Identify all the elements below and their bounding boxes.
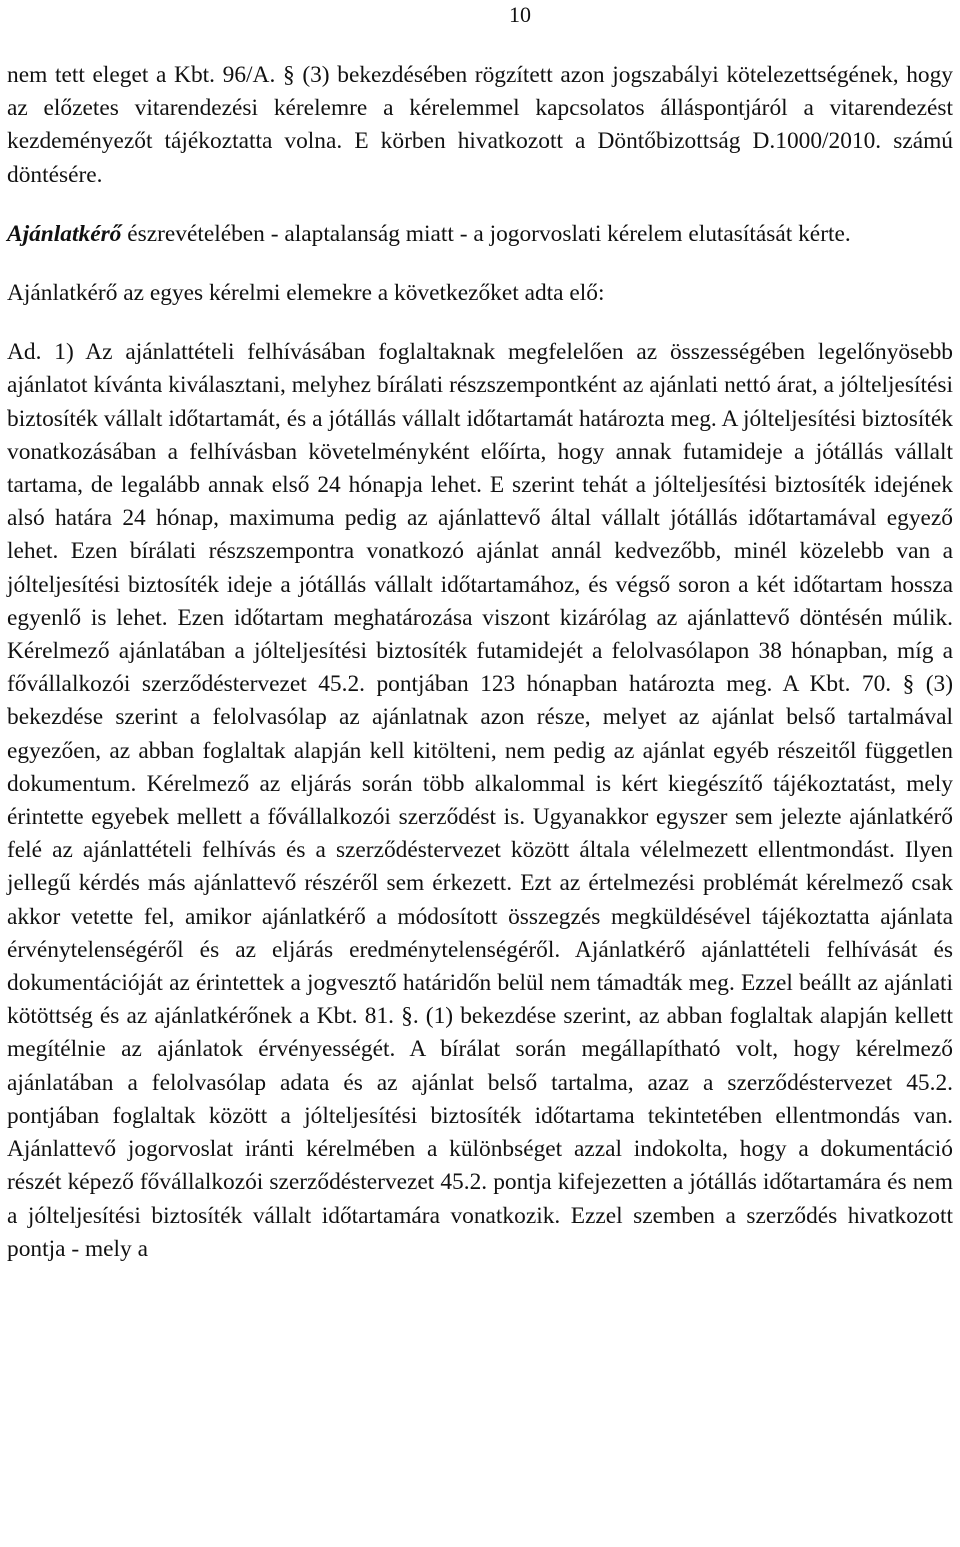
paragraph-observation-rest: észrevételében - alaptalanság miatt - a jogorvoslati kérelem elutasítását kérte. bbox=[121, 220, 851, 247]
paragraph-intro: nem tett eleget a Kbt. 96/A. § (3) bekezdésében rögzített azon jogszabályi kötelezettségének, hogy az előzetes vitarendezési kérelemre a kérelemmel kapcsolatos álláspontjáról a vitarendezést kezdeményezőt tájékoztatta volna. E körben hivatkozott a Döntőbizottság D.1000/2010. számú döntésére. bbox=[7, 62, 953, 188]
page-number: 10 bbox=[509, 2, 531, 27]
paragraph-summary-heading: Ajánlatkérő az egyes kérelmi elemekre a következőket adta elő: bbox=[7, 280, 605, 307]
paragraph-observation-lead: Ajánlatkérő bbox=[7, 220, 122, 247]
document-body bbox=[7, 59, 953, 1266]
paragraph-observation bbox=[7, 218, 953, 251]
paragraph-ad-1: Ad. 1) Az ajánlattételi felhívásában foglaltaknak megfelelően az összességében legelőnyösebb ajánlatot kívánta kiválasztani, melyhez bírálati részszempontként az ajánlati nettó árat, a jólteljesítési biztosíték vállalt időtartamát, és a jótállás vállalt időtartamát határozta meg. A jólteljesítési biztosíték vonatkozásában a felhívásban követelményként előírta, hogy annak futamideje a jótállás vállalt tartama, de legalább annak első 24 hónapja lehet. E szerint tehát a jólteljesítési biztosíték idejének alsó határa 24 hónap, maximuma pedig az ajánlattevő által vállalt jótállás időtartamával egyező lehet. Ezen bírálati részszempontra vonatkozó ajánlat annál kedvezőbb, minél közelebb van a jólteljesítési biztosíték ideje a jótállás vállalt időtartamához, és végső soron a két időtartam hossza egyenlő is lehet. Ezen időtartam meghatározása viszont kizárólag az ajánlattevő döntésén múlik. Kérelmező ajánlatában a jólteljesítési biztosíték futamidejét a felolvasólapon 38 hónapban, míg a fővállalkozói szerződéstervezet 45.2. pontjában 123 hónapban határozta meg. A Kbt. 70. § (3) bekezdése szerint a felolvasólap az ajánlatnak azon része, melyet az ajánlat belső tartalmával egyezően, az abban foglaltak alapján kell kitölteni, nem pedig az ajánlat egyéb részeitől független dokumentum. Kérelmező az eljárás során több alkalommal is kért kiegészítő tájékoztatást, mely érintette egyebek mellett a fővállalkozói szerződést is. Ugyanakkor egyszer sem jelezte ajánlatkérő felé az ajánlattételi felhívás és a szerződéstervezet között általa vélelmezett ellentmondást. Ilyen jellegű kérdés más ajánlattevő részéről sem érkezett. Ezt az értelmezési problémát kérelmező csak akkor vetette fel, amikor ajánlatkérő a módosított összegzés megküldésével tájékoztatta ajánlata érvénytelenségéről és az eljárás eredménytelenségéről. Ajánlatkérő ajánlattételi felhívását és dokumentációját az érintettek a jogvesztő határidőn belül nem támadták meg. Ezzel beállt az ajánlati kötöttség és az ajánlatkérőnek a Kbt. 81. §. (1) bekezdése szerint, az abban foglaltak alapján kellett megítélnie az ajánlatok érvényességét. A bírálat során megállapítható volt, hogy kérelmező ajánlatában a felolvasólap adata és az ajánlat belső tartalma, azaz a szerződéstervezet 45.2. pontjában foglaltak között a jólteljesítési biztosíték időtartama tekintetében ellentmondás van. Ajánlattevő jogorvoslat iránti kérelmében a különbséget azzal indokolta, hogy a dokumentáció részét képező fővállalkozói szerződéstervezet 45.2. pontja kifejezetten a jótállás időtartamára és nem a jólteljesítési biztosíték vállalt időtartamára vonatkozik. Ezzel szemben a szerződés hivatkozott pontja - mely a bbox=[7, 339, 953, 1262]
